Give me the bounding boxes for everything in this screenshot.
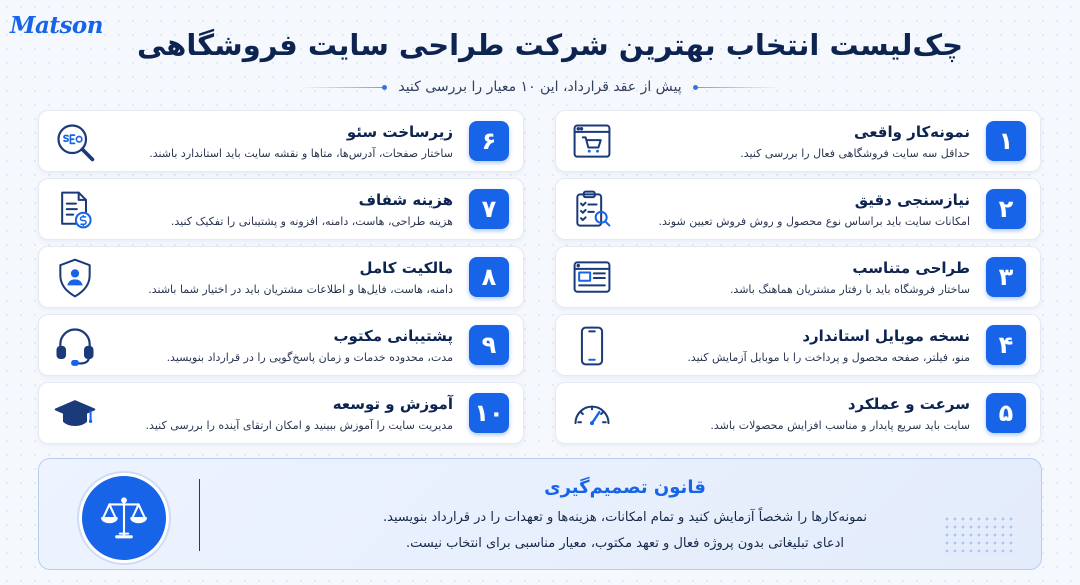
item-number-badge: ۵ bbox=[986, 393, 1026, 433]
item-number-badge: ۲ bbox=[986, 189, 1026, 229]
item-title: مالکیت کامل bbox=[359, 259, 453, 277]
clipboard-checklist-icon bbox=[568, 186, 616, 234]
item-number-badge: ۶ bbox=[469, 121, 509, 161]
item-number-badge: ۱ bbox=[986, 121, 1026, 161]
brand-logo: Matson bbox=[10, 12, 103, 39]
item-title: نیازسنجی دقیق bbox=[854, 191, 970, 209]
item-number-badge: ۸ bbox=[469, 257, 509, 297]
item-description: ساختار فروشگاه باید با رفتار مشتریان هماهنگ باشد. bbox=[729, 283, 970, 296]
item-number-badge: ۴ bbox=[986, 325, 1026, 365]
checklist-item-3 bbox=[555, 246, 1041, 308]
checklist-item-10 bbox=[38, 382, 524, 444]
item-title: زیرساخت سئو bbox=[346, 123, 453, 141]
checklist-item-4 bbox=[555, 314, 1041, 376]
checklist-item-8 bbox=[38, 246, 524, 308]
item-description: هزینه طراحی، هاست، دامنه، افزونه و پشتیبانی را تفکیک کنید. bbox=[170, 215, 453, 228]
item-description: مدت، محدوده خدمات و زمان پاسخ‌گویی را در قرارداد بنویسید. bbox=[166, 351, 453, 364]
mobile-phone-icon bbox=[568, 322, 616, 370]
checklist-item-9 bbox=[38, 314, 524, 376]
item-description: منو، فیلتر، صفحه محصول و پرداخت را با موبایل آزمایش کنید. bbox=[687, 351, 970, 364]
layout-window-icon bbox=[568, 254, 616, 302]
item-title: نمونه‌کار واقعی bbox=[854, 123, 970, 141]
seo-magnifier-icon bbox=[51, 118, 99, 166]
browser-cart-icon bbox=[568, 118, 616, 166]
checklist-item-1 bbox=[555, 110, 1041, 172]
item-title: هزینه شفاف bbox=[358, 191, 453, 209]
page-title: چک‌لیست انتخاب بهترین شرکت طراحی سایت فروشگاهی bbox=[136, 28, 964, 62]
checklist-item-6 bbox=[38, 110, 524, 172]
checklist-item-7 bbox=[38, 178, 524, 240]
item-description: مدیریت سایت را آموزش ببینید و امکان ارتقای آینده را بررسی کنید. bbox=[145, 419, 453, 432]
item-number-badge: ۳ bbox=[986, 257, 1026, 297]
item-title: نسخه موبایل استاندارد bbox=[802, 327, 970, 345]
item-number-badge: ۷ bbox=[469, 189, 509, 229]
item-description: سایت باید سریع پایدار و مناسب افزایش محصولات باشد. bbox=[710, 419, 970, 432]
item-number-badge: ۹ bbox=[469, 325, 509, 365]
item-title: سرعت و عملکرد bbox=[847, 395, 970, 413]
invoice-dollar-icon bbox=[51, 186, 99, 234]
rule-title: قانون تصمیم‌گیری bbox=[544, 477, 706, 498]
decision-rule-panel bbox=[38, 458, 1042, 570]
checklist-item-2 bbox=[555, 178, 1041, 240]
item-description: دامنه، هاست، فایل‌ها و اطلاعات مشتریان باید در اختیار شما باشند. bbox=[148, 283, 453, 296]
item-description: امکانات سایت باید براساس نوع محصول و روش فروش تعیین شوند. bbox=[658, 215, 970, 228]
subtitle-divider-right bbox=[696, 87, 780, 88]
graduation-cap-icon bbox=[51, 390, 99, 438]
speedometer-icon bbox=[568, 390, 616, 438]
rule-divider bbox=[199, 479, 200, 551]
item-description: ساختار صفحات، آدرس‌ها، متاها و نقشه سایت باید استاندارد باشند. bbox=[149, 147, 453, 160]
scales-of-justice-icon bbox=[79, 473, 169, 563]
item-title: طراحی متناسب bbox=[852, 259, 970, 277]
rule-text-line-1: نمونه‌کارها را شخصاً آزمایش کنید و تمام امکانات، هزینه‌ها و تعهدات را در قرارداد بنویسید. bbox=[383, 510, 867, 525]
shield-user-icon bbox=[51, 254, 99, 302]
decorative-dot-pattern bbox=[943, 515, 1013, 555]
item-number-badge: ۱۰ bbox=[469, 393, 509, 433]
headset-icon bbox=[51, 322, 99, 370]
subtitle-divider-left bbox=[300, 87, 384, 88]
rule-text-line-2: ادعای تبلیغاتی بدون پروژه فعال و تعهد مکتوب، معیار مناسبی برای انتخاب نیست. bbox=[405, 536, 845, 551]
page-subtitle: پیش از عقد قرارداد، این ۱۰ معیار را بررسی کنید bbox=[398, 79, 682, 95]
subtitle-row bbox=[300, 78, 780, 96]
item-description: حداقل سه سایت فروشگاهی فعال را بررسی کنید. bbox=[740, 147, 970, 160]
item-title: آموزش و توسعه bbox=[332, 395, 453, 413]
item-title: پشتیبانی مکتوب bbox=[333, 327, 453, 345]
checklist-item-5 bbox=[555, 382, 1041, 444]
